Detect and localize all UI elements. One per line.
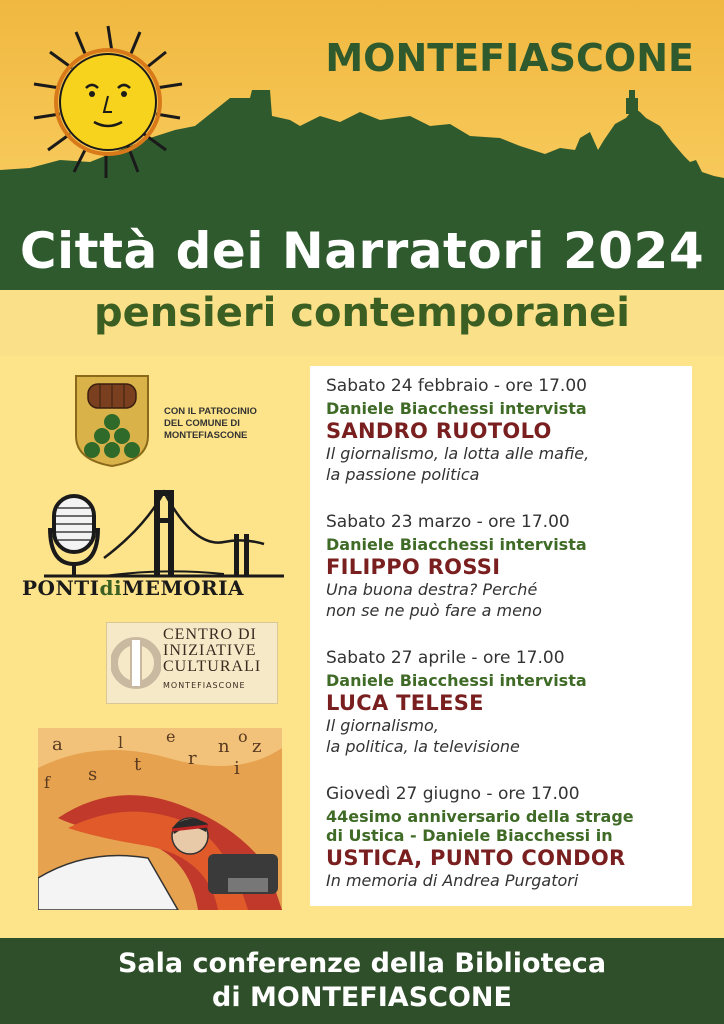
town-name: MONTEFIASCONE: [325, 36, 694, 80]
ponti-di-word: di: [99, 576, 123, 600]
patronage-line: DEL COMUNE DI: [164, 418, 240, 429]
ponti-word: PONTI: [22, 576, 100, 600]
event-guest: FILIPPO ROSSI: [326, 555, 501, 579]
event-guest: LUCA TELESE: [326, 691, 484, 715]
event-date: Giovedì 27 giugno - ore 17.00: [326, 784, 580, 804]
event-topic: Il giornalismo, la lotta alle mafie,: [326, 444, 590, 463]
event-host: Daniele Biacchessi intervista: [326, 399, 587, 418]
event-guest: USTICA, PUNTO CONDOR: [326, 846, 626, 870]
event-topic: non se ne può fare a meno: [326, 601, 542, 620]
event-series-title: Città dei Narratori 2024: [19, 222, 705, 280]
illustration-letter: f: [44, 773, 50, 792]
centro-town: MONTEFIASCONE: [163, 681, 246, 690]
patronage-text: [164, 406, 257, 442]
illustration-letter: n: [218, 736, 230, 757]
venue-line: Sala conferenze della Biblioteca: [117, 948, 607, 979]
event-topic: la politica, la televisione: [326, 737, 520, 756]
illustration-letter: s: [88, 764, 98, 785]
event-date: Sabato 23 marzo - ore 17.00: [326, 512, 570, 532]
event-topic: la passione politica: [326, 465, 480, 484]
event-topic: Il giornalismo,: [326, 716, 439, 735]
illustration-letter: o: [238, 728, 248, 746]
event-guest: SANDRO RUOTOLO: [326, 419, 552, 443]
event-host: 44esimo anniversario della strage: [326, 807, 634, 826]
event-host: Daniele Biacchessi intervista: [326, 671, 587, 690]
ponti-di-memoria-wordmark: [22, 576, 244, 600]
event-topic: Una buona destra? Perché: [326, 580, 538, 599]
illustration-letter: e: [166, 728, 176, 746]
sun-logo-icon: [28, 22, 188, 182]
illustration-letter: r: [188, 748, 197, 769]
illustration-letter: l: [118, 733, 124, 752]
centro-name: [163, 627, 261, 675]
venue-footer: [0, 938, 724, 1024]
patronage-line: CON IL PATROCINIO: [164, 406, 257, 417]
illustration-letter: t: [134, 754, 142, 775]
typewriter-writer-image: [38, 728, 282, 910]
event-topic: In memoria di Andrea Purgatori: [326, 871, 579, 890]
event-host: Daniele Biacchessi intervista: [326, 535, 587, 554]
illustration-letter: i: [234, 758, 240, 779]
memoria-word: MEMORIA: [122, 576, 245, 600]
event-series-subtitle: pensieri contemporanei: [94, 290, 630, 336]
patronage-line: MONTEFIASCONE: [164, 430, 248, 441]
illustration-letter: a: [52, 734, 63, 755]
centro-iniziative-culturali-logo: [106, 622, 278, 704]
event-entry: [326, 784, 686, 891]
illustration-letter: z: [252, 736, 262, 757]
centro-logo-ring-icon: [111, 631, 161, 695]
writer-illustration: [38, 728, 282, 910]
event-entry: [326, 512, 686, 621]
centro-line: CULTURALI: [163, 658, 262, 675]
program-box: [310, 366, 692, 906]
event-host: di Ustica - Daniele Biacchessi in: [326, 826, 613, 845]
event-date: Sabato 27 aprile - ore 17.00: [326, 648, 565, 668]
centro-line: INIZIATIVE: [163, 642, 257, 659]
event-date: Sabato 24 febbraio - ore 17.00: [326, 376, 587, 396]
venue-line: di MONTEFIASCONE: [212, 982, 512, 1013]
comune-coat-of-arms-icon: [72, 372, 152, 468]
event-entry: [326, 376, 686, 485]
centro-line: CENTRO DI: [163, 626, 257, 643]
event-entry: [326, 648, 686, 757]
